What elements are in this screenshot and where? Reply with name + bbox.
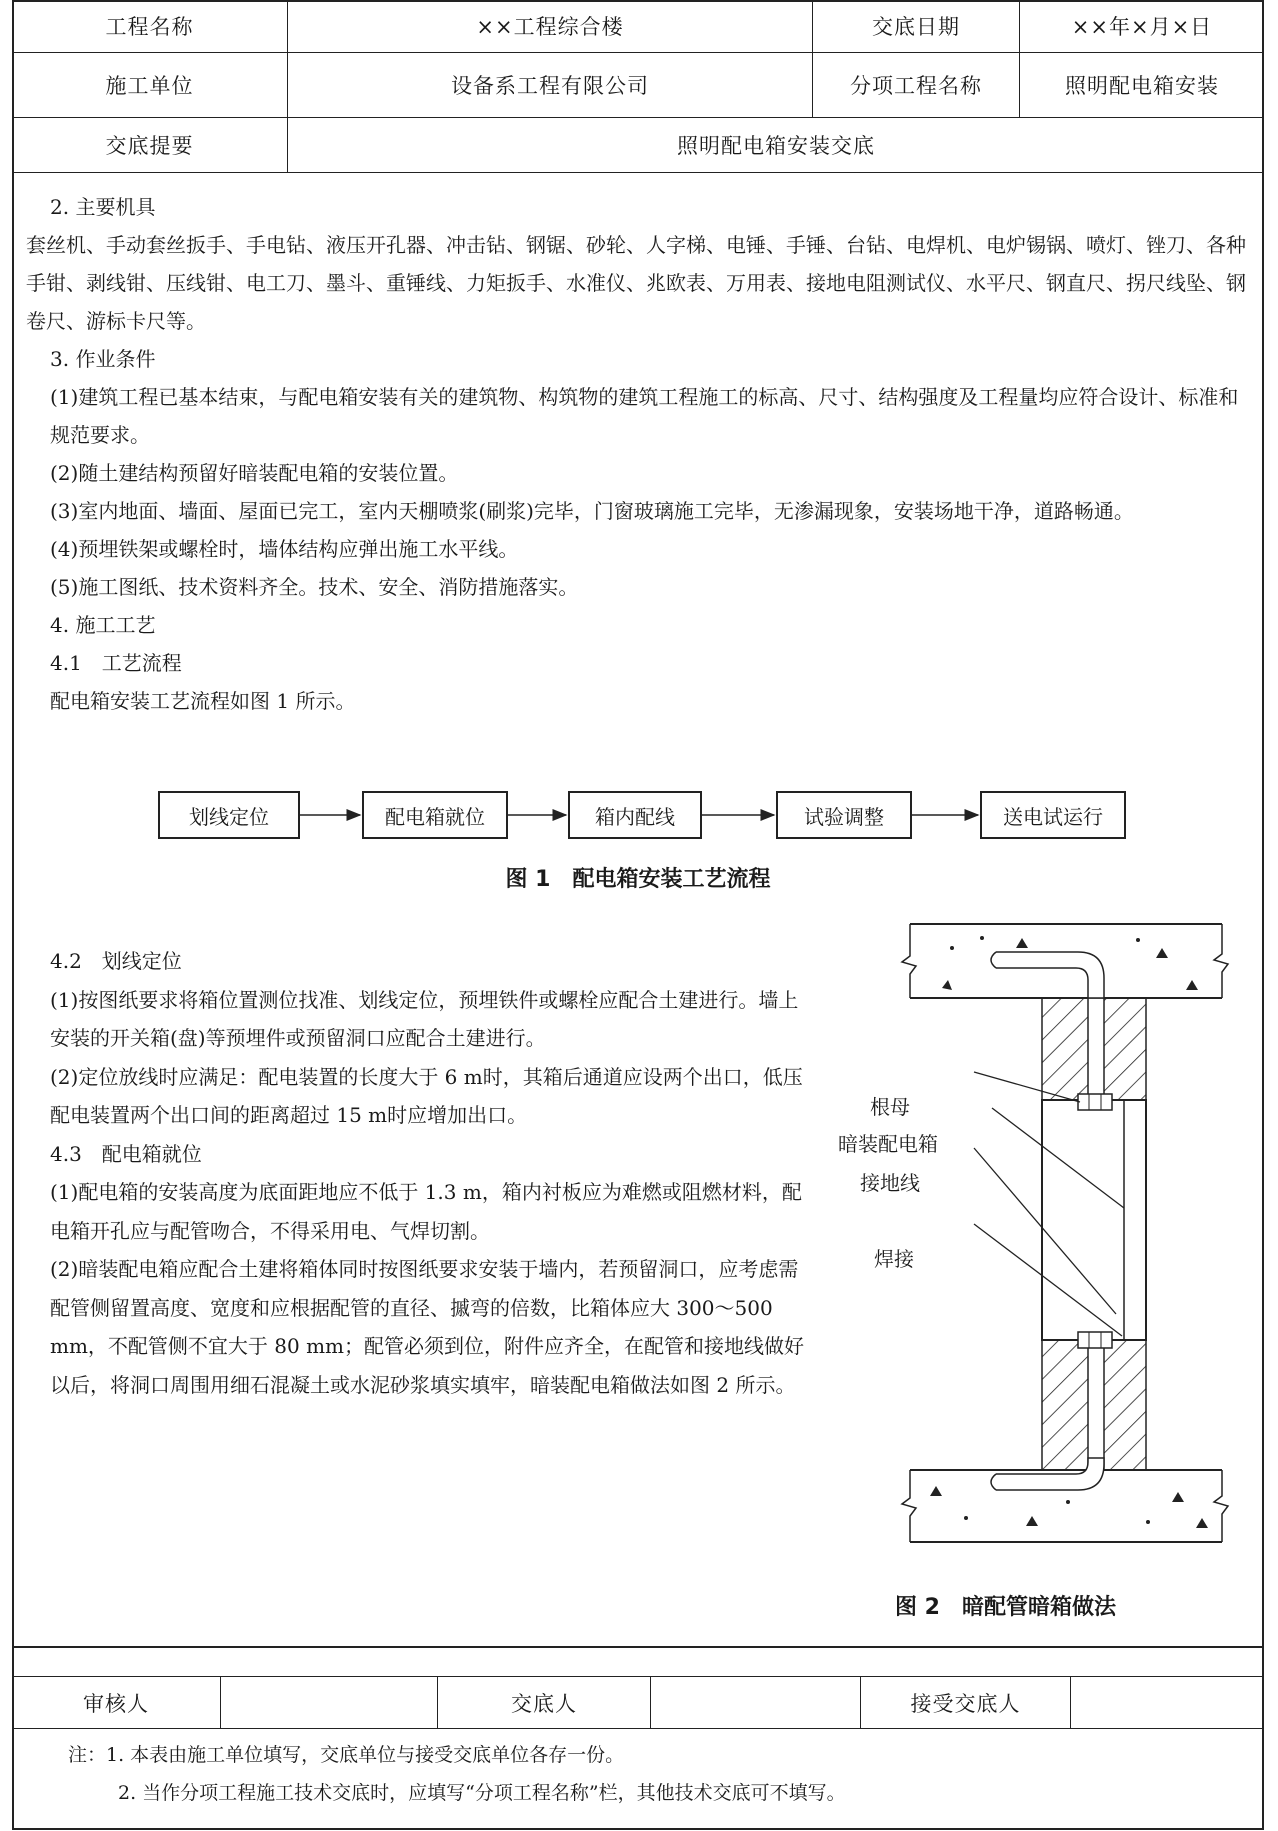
signature-col-divider [650, 1676, 651, 1728]
disclosure-form [12, 0, 1266, 1831]
signature-col-divider [220, 1676, 221, 1728]
paragraph: (2)随土建结构预留好暗装配电箱的安装位置。 [50, 461, 459, 485]
receiver-label: 接受交底人 [910, 1691, 1021, 1716]
notes-frame-right [1262, 1728, 1264, 1828]
project-name-value: ××工程综合楼 [476, 15, 624, 39]
subsection-title: 4.1 工艺流程 [50, 651, 182, 675]
paragraph: (3)室内地面、墙面、屋面已完工，室内天棚喷浆(刷浆)完毕，门窗玻璃施工完毕，无渗漏现象，安装场地干净，道路畅通。 [50, 499, 1134, 523]
figure2-caption: 图 2 暗配管暗箱做法 [895, 1595, 1116, 1620]
section-title: 4. 施工工艺 [50, 613, 156, 637]
reviewer-label: 审核人 [83, 1691, 149, 1716]
summary-label: 交底提要 [105, 134, 194, 158]
note-1: 注：1. 本表由施工单位填写，交底单位与接受交底单位各存一份。 [68, 1744, 625, 1766]
subproject-label: 分项工程名称 [850, 74, 982, 98]
flow-step: 箱内配线 [568, 791, 702, 839]
section-title: 2. 主要机具 [50, 195, 156, 219]
paragraph: (5)施工图纸、技术资料齐全。技术、安全、消防措施落实。 [50, 575, 579, 599]
figure1-caption: 图 1 配电箱安装工艺流程 [505, 867, 771, 892]
figure2-label: 接地线 [860, 1171, 920, 1195]
concealed-box-drawing [892, 918, 1232, 1568]
paragraph: (1)配电箱的安装高度为底面距地应不低于 1.3 m，箱内衬板应为难燃或阻燃材料，配电箱开孔应与配管吻合，不得采用电、气焊切割。 [50, 1180, 802, 1243]
figure2-label: 根母 [870, 1095, 910, 1119]
project-name-label: 工程名称 [105, 15, 194, 39]
flow-step: 划线定位 [158, 791, 300, 839]
note-2: 2. 当作分项工程施工技术交底时，应填写“分项工程名称”栏，其他技术交底可不填写。 [118, 1782, 846, 1804]
paragraph: (1)按图纸要求将箱位置测位找准、划线定位，预埋铁件或螺栓应配合土建进行。墙上安装的开关箱(盘)等预埋件或预留洞口应配合土建进行。 [50, 987, 799, 1050]
flow-arrows [12, 791, 1264, 839]
summary-value: 照明配电箱安装交底 [677, 134, 875, 158]
paragraph: (4)预埋铁架或螺栓时，墙体结构应弹出施工水平线。 [50, 537, 519, 561]
subproject-value: 照明配电箱安装 [1065, 74, 1219, 98]
paragraph: (2)定位放线时应满足：配电装置的长度大于 6 m时，其箱后通道应设两个出口，低压配电装置两个出口间的距离超过 15 m时应增加出口。 [50, 1064, 803, 1127]
paragraph: 配电箱安装工艺流程如图 1 所示。 [50, 689, 356, 713]
paragraph: (1)建筑工程已基本结束，与配电箱安装有关的建筑物、构筑物的建筑工程施工的标高、尺寸、结构强度及工程量均应符合设计、标准和规范要求。 [50, 385, 1239, 447]
paragraph: (2)暗装配电箱应配合土建将箱体同时按图纸要求安装于墙内，若预留洞口，应考虑需配管侧留置高度、宽度和应根据配管的直径、摵弯的倍数，比箱体应大 300～500 mm，不配管侧不宜大于 80 mm；配管必须到位，附件应齐全，在配管和接地线做好以后，将洞口周围用细石混凝土或水泥砂浆填实填牢，暗装配电箱做法如图 2 所示。 [50, 1257, 805, 1397]
signature-row-bottom [12, 1728, 1264, 1729]
notes-frame-bottom [12, 1828, 1264, 1830]
flow-step: 配电箱就位 [362, 791, 508, 839]
body-text-lower [26, 942, 806, 1404]
section-title: 3. 作业条件 [50, 347, 156, 371]
discloser-label: 交底人 [511, 1691, 577, 1716]
unit-label: 施工单位 [105, 74, 194, 98]
paragraph: 套丝机、手动套丝扳手、手电钻、液压开孔器、冲击钻、钢锯、砂轮、人字梯、电锤、手锤、台钻、电焊机、电炉锡锅、喷灯、锉刀、各种手钳、剥线钳、压线钳、电工刀、墨斗、重锤线、力矩扳手、水准仪、兆欧表、万用表、接地电阻测试仪、水平尺、钢直尺、拐尺线坠、钢卷尺、游标卡尺等。 [26, 233, 1246, 333]
figure2-label: 焊接 [874, 1247, 914, 1271]
figure2-label: 暗装配电箱 [838, 1132, 938, 1156]
header-row-divider [12, 172, 1264, 173]
notes-frame-left [12, 1728, 14, 1828]
body-text-upper [26, 188, 1248, 720]
flow-step: 试验调整 [776, 791, 912, 839]
unit-value: 设备系工程有限公司 [451, 74, 649, 98]
flow-step: 送电试运行 [980, 791, 1126, 839]
frame-right-edge [1262, 1648, 1264, 1728]
signature-col-divider [1070, 1676, 1071, 1728]
subsection-title: 4.2 划线定位 [50, 949, 182, 973]
date-value: ××年×月×日 [1071, 15, 1213, 39]
date-label: 交底日期 [872, 15, 960, 39]
subsection-title: 4.3 配电箱就位 [50, 1141, 202, 1166]
